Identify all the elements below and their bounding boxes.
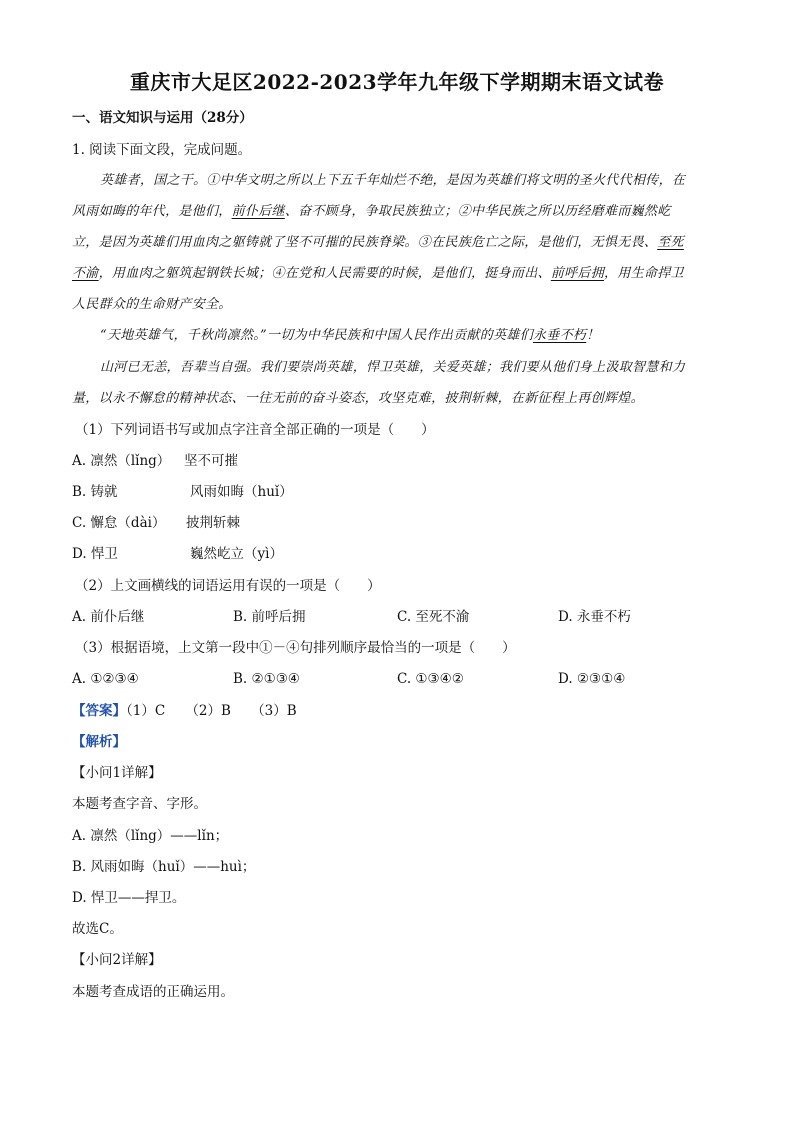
passage-text: ，用血肉之躯筑起钢铁长城；④在党和人民需要的时候，是他们，挺身而出、	[98, 266, 551, 281]
passage-text: “天地英雄气，千秋尚凛然。”一切为中华民族和中国人民作出贡献的英雄们	[100, 328, 533, 343]
option-c-phrase: 披荆斩棘	[186, 515, 240, 531]
option-c: C. ①③④②	[397, 671, 464, 687]
option-a-phrase: 坚不可摧	[184, 453, 238, 469]
detail-1-line: B. 风雨如晦（huǐ）——huì；	[72, 859, 256, 875]
underlined-phrase: 前呼后拥	[550, 266, 605, 281]
sub-question-2: （2）上文画横线的词语运用有误的一项是（ ）	[75, 578, 381, 594]
passage-text: ，用生命捍卫	[604, 266, 684, 281]
question-1-intro: 1. 阅读下面文段，完成问题。	[72, 142, 252, 158]
sub-question-1: （1）下列词语书写或加点字注音全部正确的一项是（ ）	[75, 422, 435, 438]
detail-1-line: 故选C。	[72, 921, 123, 937]
option-b-word: B. 铸就	[72, 484, 118, 500]
section-heading: 一、语文知识与运用（28分）	[72, 110, 253, 126]
option-c-word: C. 懈怠（dài）	[72, 515, 166, 531]
page-title: 重庆市大足区2022-2023学年九年级下学期期末语文试卷	[129, 70, 665, 94]
passage-line	[72, 264, 684, 284]
detail-1-line: D. 悍卫——捍卫。	[72, 890, 186, 906]
underlined-phrase: 永垂不朽	[533, 328, 587, 343]
passage-line	[72, 233, 684, 253]
option-b: B. 前呼后拥	[233, 609, 306, 625]
detail-2-heading: 【小问2详解】	[72, 952, 162, 968]
answer-line	[72, 701, 297, 721]
option-a: A. ①②③④	[72, 671, 139, 687]
option-d: D. 永垂不朽	[558, 609, 631, 625]
detail-1-heading: 【小问1详解】	[72, 765, 162, 781]
answer-tag: 【答案】	[72, 703, 126, 719]
underlined-phrase: 前仆后继	[231, 204, 285, 219]
detail-2-line: 本题考查成语的正确运用。	[72, 984, 234, 1000]
passage-text: 立，是因为英雄们用血肉之躯铸就了坚不可摧的民族脊梁。③在民族危亡之际，是他们，无惧无畏、	[72, 235, 658, 250]
passage-line	[72, 202, 671, 222]
option-d: D. ②③①④	[558, 671, 626, 687]
sub-question-3: （3）根据语境，上文第一段中①－④句排列顺序最恰当的一项是（ ）	[75, 640, 516, 656]
passage-line: 人民群众的生命财产安全。	[72, 297, 232, 312]
detail-1-line: 本题考查字音、字形。	[72, 796, 207, 812]
passage-line: 英雄者，国之干。①中华文明之所以上下五千年灿烂不绝，是因为英雄们将文明的圣火代代相传，在	[100, 173, 686, 188]
answer-text: （1）C （2）B （3）B	[126, 703, 297, 719]
passage-line: 量，以永不懈怠的精神状态、一往无前的奋斗姿态，攻坚克难，披荆斩棘，在新征程上再创辉煌。	[72, 391, 644, 406]
analysis-tag: 【解析】	[72, 734, 126, 750]
detail-1-line: A. 凛然（lǐng）——lǐn；	[72, 828, 229, 844]
passage-text: ！	[586, 328, 600, 343]
underlined-phrase: 不渝	[72, 266, 99, 281]
option-b: B. ②①③④	[233, 671, 300, 687]
option-c: C. 至死不渝	[397, 609, 470, 625]
passage-text: 风雨如晦的年代，是他们，	[72, 204, 232, 219]
option-d-phrase: 巍然屹立（yì）	[190, 546, 283, 562]
option-a: A. 前仆后继	[72, 609, 145, 625]
option-d-word: D. 悍卫	[72, 546, 118, 562]
option-a-word: A. 凛然（lǐng）	[72, 453, 171, 469]
passage-text: 、奋不顾身，争取民族独立；②中华民族之所以历经磨难而巍然屹	[284, 204, 671, 219]
passage-line: 山河已无恙，吾辈当自强。我们要崇尚英雄，悍卫英雄，关爱英雄；我们要从他们身上汲取智慧和力	[100, 360, 686, 375]
passage-line	[100, 326, 600, 346]
underlined-phrase: 至死	[657, 235, 684, 250]
option-b-phrase: 风雨如晦（huǐ）	[190, 484, 293, 500]
